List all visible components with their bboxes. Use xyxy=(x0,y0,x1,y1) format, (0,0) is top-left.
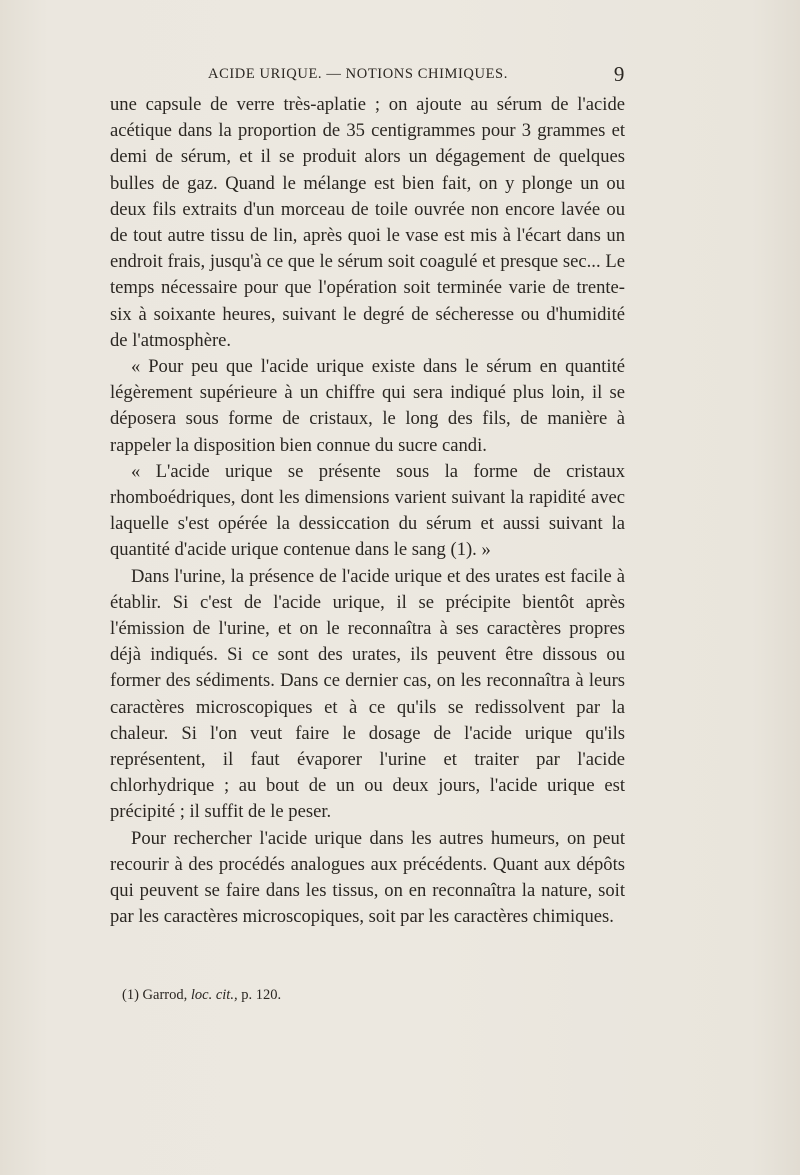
paragraph-quote-crystals-on-threads: « Pour peu que l'acide urique existe dans le sérum en quantité légèrement supérieure à un chiffre qui sera indiqué plus loin, il se déposera sous forme de cristaux, le long des fils, de manière à rappeler la disposition bien connue du sucre candi. xyxy=(110,356,625,456)
footnote-citation: loc. cit., xyxy=(190,987,238,1003)
footnote-page: p. 120. xyxy=(241,987,282,1003)
page-number: 9 xyxy=(613,62,625,86)
paragraph-quote-rhombohedral-crystals: « L'acide urique se présente sous la forme de cristaux rhomboédriques, dont les dimensions varient suivant la rapidité avec laquelle s'est opérée la dessiccation du sérum et aussi suivant la quantité d'acide urique contenue dans le sang (1). » xyxy=(110,460,625,561)
footnote xyxy=(122,987,281,1004)
paragraph-other-humors: Pour rechercher l'acide urique dans les autres humeurs, on peut recourir à des procédés analogues aux précédents. Quant aux dépôts qui peuvent se faire dans les tissus, on en reconnaîtra la nature, soit par les caractères microscopiques, soit par les caractères chimiques. xyxy=(110,827,625,928)
running-head: ACIDE URIQUE. — NOTIONS CHIMIQUES. xyxy=(208,66,508,82)
paragraph-continuation: une capsule de verre très-aplatie ; on ajoute au sérum de l'acide acétique dans la proportion de 35 centigrammes pour 3 grammes et demi de sérum, et il se produit alors un dégagement de quelques bulles de gaz. Quand le mélange est bien fait, on y plonge un ou deux fils extraits d'un morceau de toile ouvrée non encore lavée ou de tout autre tissu de lin, après quoi le vase est mis à l'écart dans un endroit frais, jusqu'à ce que le sérum soit coagulé et presque sec... Le temps nécessaire pour que l'opération soit terminée varie de trente-six à soixante heures, suivant le degré de sécheresse ou d'humidité de l'atmosphère. xyxy=(110,94,625,351)
page-header xyxy=(110,64,625,88)
body-text xyxy=(110,92,625,931)
footnote-marker: (1) Garrod, xyxy=(122,987,188,1003)
paragraph-urine: Dans l'urine, la présence de l'acide urique et des urates est facile à établir. Si c'est de l'acide urique, il se précipite bientôt après l'émission de l'urine, et on le reconnaîtra à ses caractères propres déjà indiqués. Si ce sont des urates, ils peuvent être dissous ou former des sédiments. Dans ce dernier cas, on les reconnaîtra à leurs caractères microscopiques et à ce qu'ils se redissolvent par la chaleur. Si l'on veut faire le dosage de l'acide urique qu'ils représentent, il faut évaporer l'urine et traiter par l'acide chlorhydrique ; au bout de un ou deux jours, l'acide urique est précipité ; il suffit de le peser. xyxy=(110,565,625,823)
